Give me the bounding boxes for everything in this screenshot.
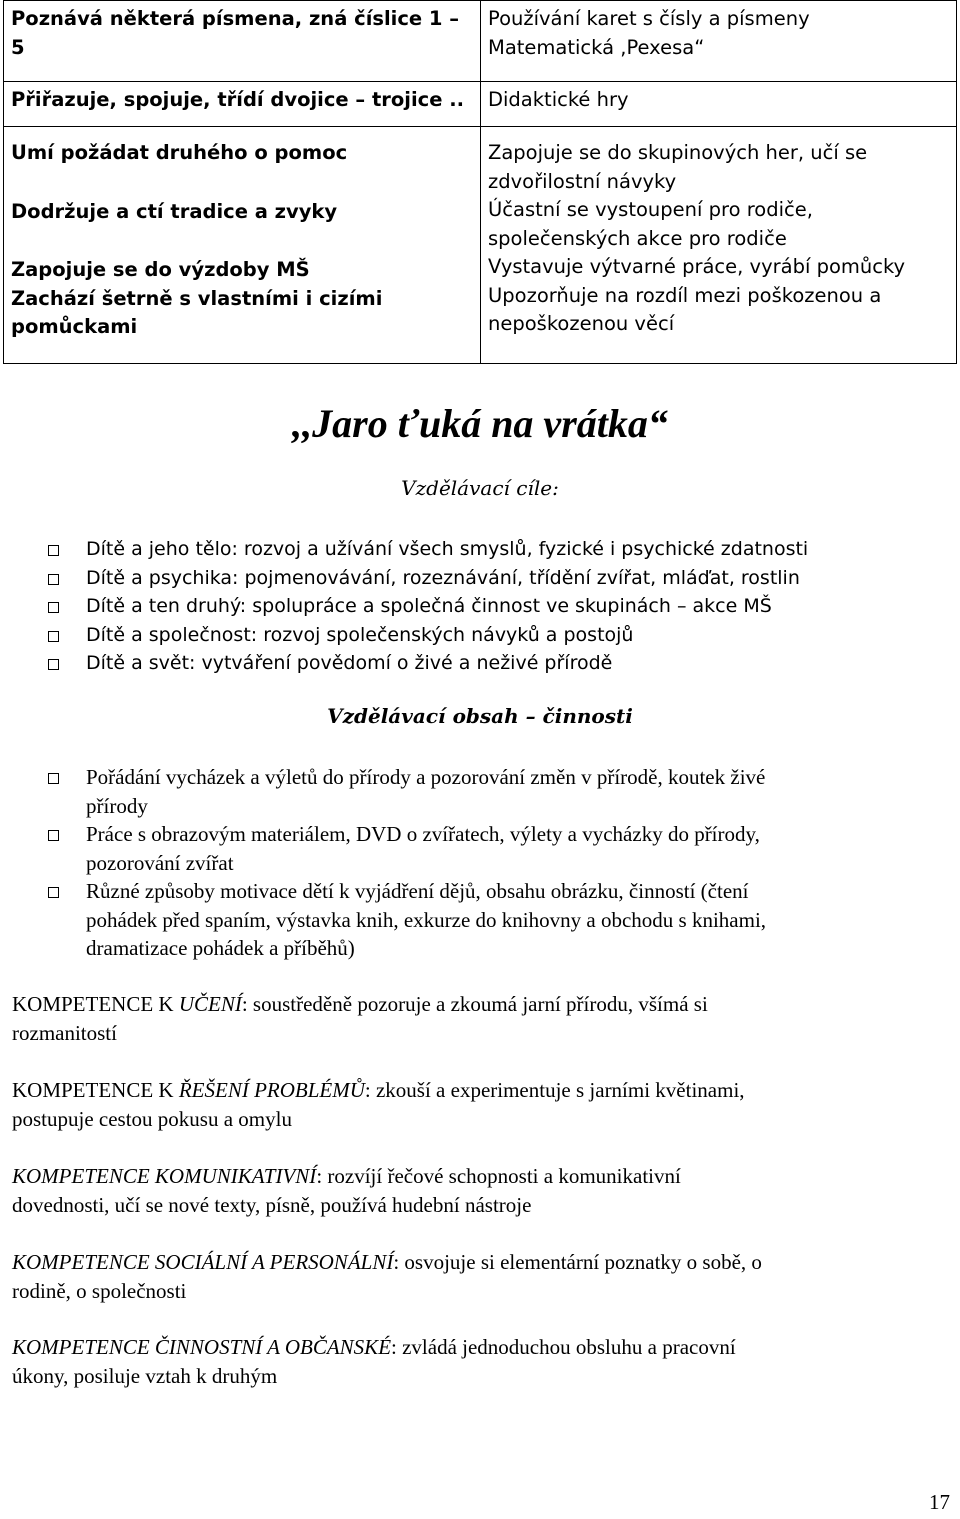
- competence-heading-italic: UČENÍ: [178, 992, 242, 1016]
- row2-right-cell: [481, 82, 957, 127]
- goal-text: Dítě a společnost: rozvoj společenských návyků a postojů: [86, 623, 634, 646]
- competence-heading: KOMPETENCE K: [12, 1078, 179, 1102]
- list-item: [48, 564, 928, 593]
- checkbox-bullet-icon: [48, 659, 59, 670]
- competence-text: : zkouší a experimentuje s jarními květinami,: [364, 1078, 745, 1102]
- activity-line: Pořádání vycházek a výletů do přírody a pozorování změn v přírodě, koutek živé: [86, 765, 766, 789]
- competence-text: úkony, posiluje vztah k druhým: [12, 1364, 278, 1388]
- row3-left-line: Dodržuje a ctí tradice a zvyky: [11, 199, 338, 223]
- checkbox-bullet-icon: [48, 545, 59, 556]
- row3-right-line: Vystavuje výtvarné práce, vyrábí pomůcky: [488, 255, 906, 278]
- competence-text: dovednosti, učí se nové texty, písně, používá hudební nástroje: [12, 1193, 532, 1217]
- list-item: [48, 877, 908, 963]
- competence-heading-italic: ŘEŠENÍ PROBLÉMŮ: [178, 1078, 365, 1102]
- row3-left-line: Zapojuje se do výzdoby MŠ: [11, 258, 310, 281]
- activity-line: dramatizace pohádek a příběhů): [86, 936, 355, 960]
- page-number: 17: [929, 1490, 950, 1514]
- list-item: [48, 763, 908, 820]
- competence-problem-solving: [12, 1076, 912, 1134]
- goal-text: Dítě a jeho tělo: rozvoj a užívání všech smyslů, fyzické i psychické zdatnosti: [86, 538, 809, 560]
- goal-text: Dítě a ten druhý: spolupráce a společná činnost ve skupinách – akce MŠ: [86, 595, 772, 618]
- competence-heading: KOMPETENCE K: [12, 992, 179, 1016]
- row3-right-line: Zapojuje se do skupinových her, učí se: [488, 141, 868, 164]
- list-item: [48, 649, 928, 678]
- row3-right-line: nepoškozenou věcí: [488, 312, 675, 335]
- row3-left-line: Umí požádat druhého o pomoc: [11, 141, 348, 164]
- row3-right-line: zdvořilostní návyky: [488, 169, 677, 193]
- row1-right-line: Používání karet s čísly a písmeny: [488, 7, 810, 30]
- competence-learning: [12, 990, 912, 1048]
- goals-list: [48, 535, 928, 678]
- row1-left-cell: [4, 1, 481, 82]
- checkbox-bullet-icon: [48, 631, 59, 642]
- row3-right-line: Účastní se vystoupení pro rodiče,: [488, 198, 813, 221]
- list-item: [48, 592, 928, 621]
- row1-right-line: Matematická ,Pexesa“: [488, 35, 705, 59]
- checkbox-bullet-icon: [48, 830, 59, 841]
- activity-line: Práce s obrazovým materiálem, DVD o zvířatech, výlety a vycházky do přírody,: [86, 822, 760, 846]
- list-item: [48, 535, 928, 564]
- competence-text: : rozvíjí řečové schopnosti a komunikativní: [316, 1164, 681, 1188]
- competence-text: rozmanitostí: [12, 1021, 117, 1045]
- checkbox-bullet-icon: [48, 773, 59, 784]
- content-heading: Vzdělávací obsah – činnosti: [327, 704, 633, 728]
- activities-list: [48, 763, 908, 963]
- competence-text: : zvládá jednoduchou obsluhu a pracovní: [391, 1335, 736, 1359]
- competence-text: : osvojuje si elementární poznatky o sobě, o: [393, 1250, 762, 1274]
- activity-line: pohádek před spaním, výstavka knih, exkurze do knihovny a obchodu s knihami,: [86, 907, 767, 932]
- goal-text: Dítě a svět: vytváření povědomí o živé a neživé přírodě: [86, 652, 613, 675]
- checkbox-bullet-icon: [48, 887, 59, 898]
- list-item: [48, 621, 928, 650]
- section-title: ,,Jaro ťuká na vrátka“: [292, 401, 668, 446]
- goals-heading: Vzdělávací cíle:: [401, 476, 559, 500]
- competence-heading-italic: KOMPETENCE SOCIÁLNÍ A PERSONÁLNÍ: [12, 1250, 394, 1274]
- row2-left-cell: [4, 82, 481, 127]
- row3-left-line: pomůckami: [11, 315, 138, 338]
- competence-heading-italic: KOMPETENCE KOMUNIKATIVNÍ: [12, 1164, 317, 1188]
- overview-table: [3, 0, 957, 364]
- activity-line: Různé způsoby motivace dětí k vyjádření dějů, obsahu obrázku, činností (čtení: [86, 879, 749, 903]
- competence-social: [12, 1248, 912, 1306]
- competence-heading-italic: KOMPETENCE ČINNOSTNÍ A OBČANSKÉ: [12, 1335, 392, 1359]
- list-item: [48, 820, 908, 877]
- row3-right-line: Upozorňuje na rozdíl mezi poškozenou a: [488, 283, 882, 307]
- competence-text: rodině, o společnosti: [12, 1279, 187, 1303]
- row2-right-text: Didaktické hry: [488, 88, 629, 111]
- row3-right-cell: [481, 127, 957, 364]
- checkbox-bullet-icon: [48, 602, 59, 613]
- checkbox-bullet-icon: [48, 574, 59, 585]
- competence-communicative: [12, 1162, 912, 1220]
- activity-line: přírody: [86, 793, 148, 818]
- goal-text: Dítě a psychika: pojmenovávání, rozeznávání, třídění zvířat, mláďat, rostlin: [86, 566, 800, 589]
- row1-left-text: Poznává některá písmena, zná číslice 1 – 5: [11, 7, 460, 59]
- competence-civic: [12, 1333, 912, 1391]
- activity-line: pozorování zvířat: [86, 850, 234, 875]
- competence-text: : soustředěně pozoruje a zkoumá jarní přírodu, všímá si: [241, 992, 708, 1016]
- row3-left-cell: [4, 127, 481, 364]
- row2-left-text: Přiřazuje, spojuje, třídí dvojice – trojice ..: [11, 88, 465, 111]
- competence-text: postupuje cestou pokusu a omylu: [12, 1107, 292, 1131]
- row1-right-cell: [481, 1, 957, 82]
- row3-right-line: společenských akce pro rodiče: [488, 226, 787, 250]
- row3-left-line: Zachází šetrně s vlastními i cizími: [11, 286, 383, 310]
